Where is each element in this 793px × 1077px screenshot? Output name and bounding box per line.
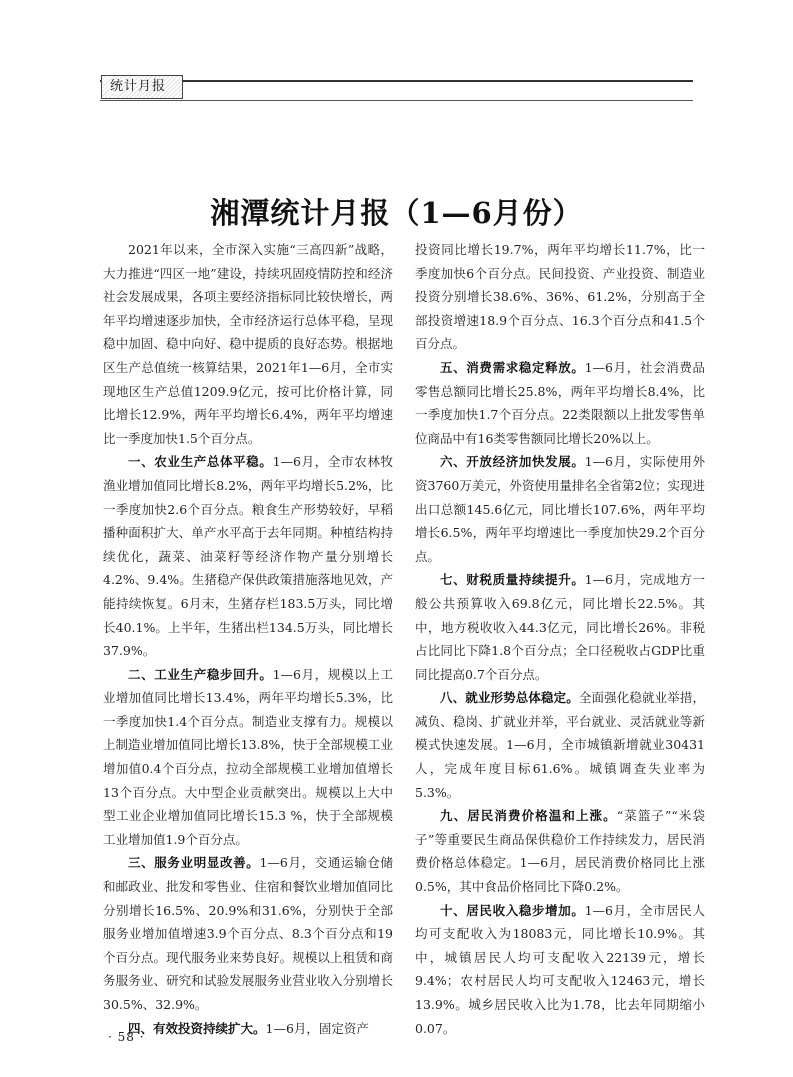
header-rule bbox=[100, 80, 693, 82]
paragraph-investment: 四、有效投资持续扩大。1—6月，固定资产 bbox=[128, 1020, 369, 1036]
paragraph-services: 三、服务业明显改善。1—6月，交通运输仓储和邮政业、批发和零售业、住宿和餐饮业增加值同比分别增长16.5%、20.9%和31.6%，分别快于全部服务业增加值增速3.9个百分点、8.3个百分点和19个百分点。现代服务业来势良好。规模以上租赁和商务服务业、研究和试验发展服务业营业收入分别增长30.5%、32.9%。 bbox=[103, 855, 393, 1012]
left-column bbox=[103, 238, 393, 1040]
section-heading: 六、开放经济加快发展。 bbox=[440, 454, 585, 470]
right-column bbox=[415, 238, 705, 1040]
section-heading: 三、服务业明显改善。 bbox=[128, 855, 260, 871]
paragraph-income: 十、居民收入稳步增加。1—6月，全市居民人均可支配收入为18083元，同比增长10.9%。其中，城镇居民人均可支配收入22139元，增长9.4%；农村居民人均可支配收入12463元，增长13.9%。城乡居民收入比为1.78，比去年同期缩小0.07。 bbox=[415, 902, 705, 1036]
section-heading: 八、就业形势总体稳定。 bbox=[440, 690, 579, 706]
paragraph-fiscal: 七、财税质量持续提升。1—6月，完成地方一般公共预算收入69.8亿元，同比增长22.5%。其中，地方税收收入44.3亿元，同比增长26%。非税占比同比下降1.8个百分点；全口径税收占GDP比重同比提高0.7个百分点。 bbox=[415, 572, 705, 682]
section-heading: 二、工业生产稳步回升。 bbox=[128, 666, 273, 682]
section-heading: 七、财税质量持续提升。 bbox=[440, 572, 585, 588]
paragraph-agriculture: 一、农业生产总体平稳。1—6月，全市农林牧渔业增加值同比增长8.2%，两年平均增长5.2%，比一季度加快2.6个百分点。粮食生产形势较好，早稻播种面积扩大、单产水平高于去年同期。种植结构持续优化，蔬菜、油菜籽等经济作物产量分别增长4.2%、9.4%。生猪稳产保供政策措施落地见效，产能持续恢复。6月末，生猪存栏183.5万头，同比增长40.1%。上半年，生猪出栏134.5万头，同比增长37.9%。 bbox=[103, 454, 393, 659]
article-title: 湘潭统计月报（1—6月份） bbox=[210, 196, 583, 231]
paragraph-intro: 2021年以来，全市深入实施“三高四新”战略，大力推进“四区一地”建设，持续巩固疫情防控和经济社会发展成果，各项主要经济指标同比较快增长，两年平均增速逐步加快，全市经济运行总体平稳，呈现稳中加固、稳中向好、稳中提质的良好态势。根据地区生产总值统一核算结果，2021年1—6月，全市实现地区生产总值1209.9亿元，按可比价格计算，同比增长12.9%，两年平均增长6.4%，两年平均增速比一季度加快1.5个百分点。 bbox=[103, 242, 393, 446]
section-heading: 九、居民消费价格温和上涨。 bbox=[440, 808, 617, 824]
section-heading: 一、农业生产总体平稳。 bbox=[128, 454, 273, 470]
section-heading: 五、消费需求稳定释放。 bbox=[440, 359, 585, 375]
column-tag: 统计月报 bbox=[101, 75, 183, 99]
paragraph-prices: 九、居民消费价格温和上涨。“菜篮子”“米袋子”等重要民生商品保供稳价工作持续发力，居民消费价格总体稳定。1—6月，居民消费价格同比上涨0.5%，其中食品价格同比下降0.2%。 bbox=[415, 808, 705, 895]
section-heading: 十、居民收入稳步增加。 bbox=[440, 902, 585, 918]
paragraph-industry: 二、工业生产稳步回升。1—6月，规模以上工业增加值同比增长13.4%，两年平均增长5.3%，比一季度加快1.4个百分点。制造业支撑有力。规模以上制造业增加值同比增长13.8%，快于全部规模工业增加值0.4个百分点，拉动全部规模工业增加值增长13个百分点。大中型企业贡献突出。规模以上大中型工业企业增加值同比增长15.3 %，快于全部规模工业增加值1.9个百分点。 bbox=[103, 666, 393, 847]
paragraph-employment: 八、就业形势总体稳定。全面强化稳就业举措，减负、稳岗、扩就业并举，平台就业、灵活就业等新模式快速发展。1—6月，全市城镇新增就业30431人，完成年度目标61.6%。城镇调查失业率为5.3%。 bbox=[415, 690, 705, 800]
page-number: · 58 · bbox=[108, 1030, 145, 1044]
header-rule-bottom bbox=[100, 100, 693, 101]
paragraph-investment-continued: 投资同比增长19.7%，两年平均增长11.7%，比一季度加快6个百分点。民间投资、产业投资、制造业投资分别增长38.6%、36%、61.2%，分别高于全部投资增速18.9个百分点、16.3个百分点和41.5个百分点。 bbox=[415, 242, 705, 352]
section-heading: 四、有效投资持续扩大。 bbox=[128, 1020, 266, 1036]
paragraph-consumption: 五、消费需求稳定释放。1—6月，社会消费品零售总额同比增长25.8%，两年平均增长8.4%，比一季度加快1.7个百分点。22类限额以上批发零售单位商品中有16类零售额同比增长20%以上。 bbox=[415, 359, 705, 446]
paragraph-open-economy: 六、开放经济加快发展。1—6月，实际使用外资3760万美元，外资使用量排名全省第2位；实现进出口总额145.6亿元，同比增长107.6%，两年平均增长6.5%，两年平均增速比一季度加快29.2个百分点。 bbox=[415, 454, 705, 564]
